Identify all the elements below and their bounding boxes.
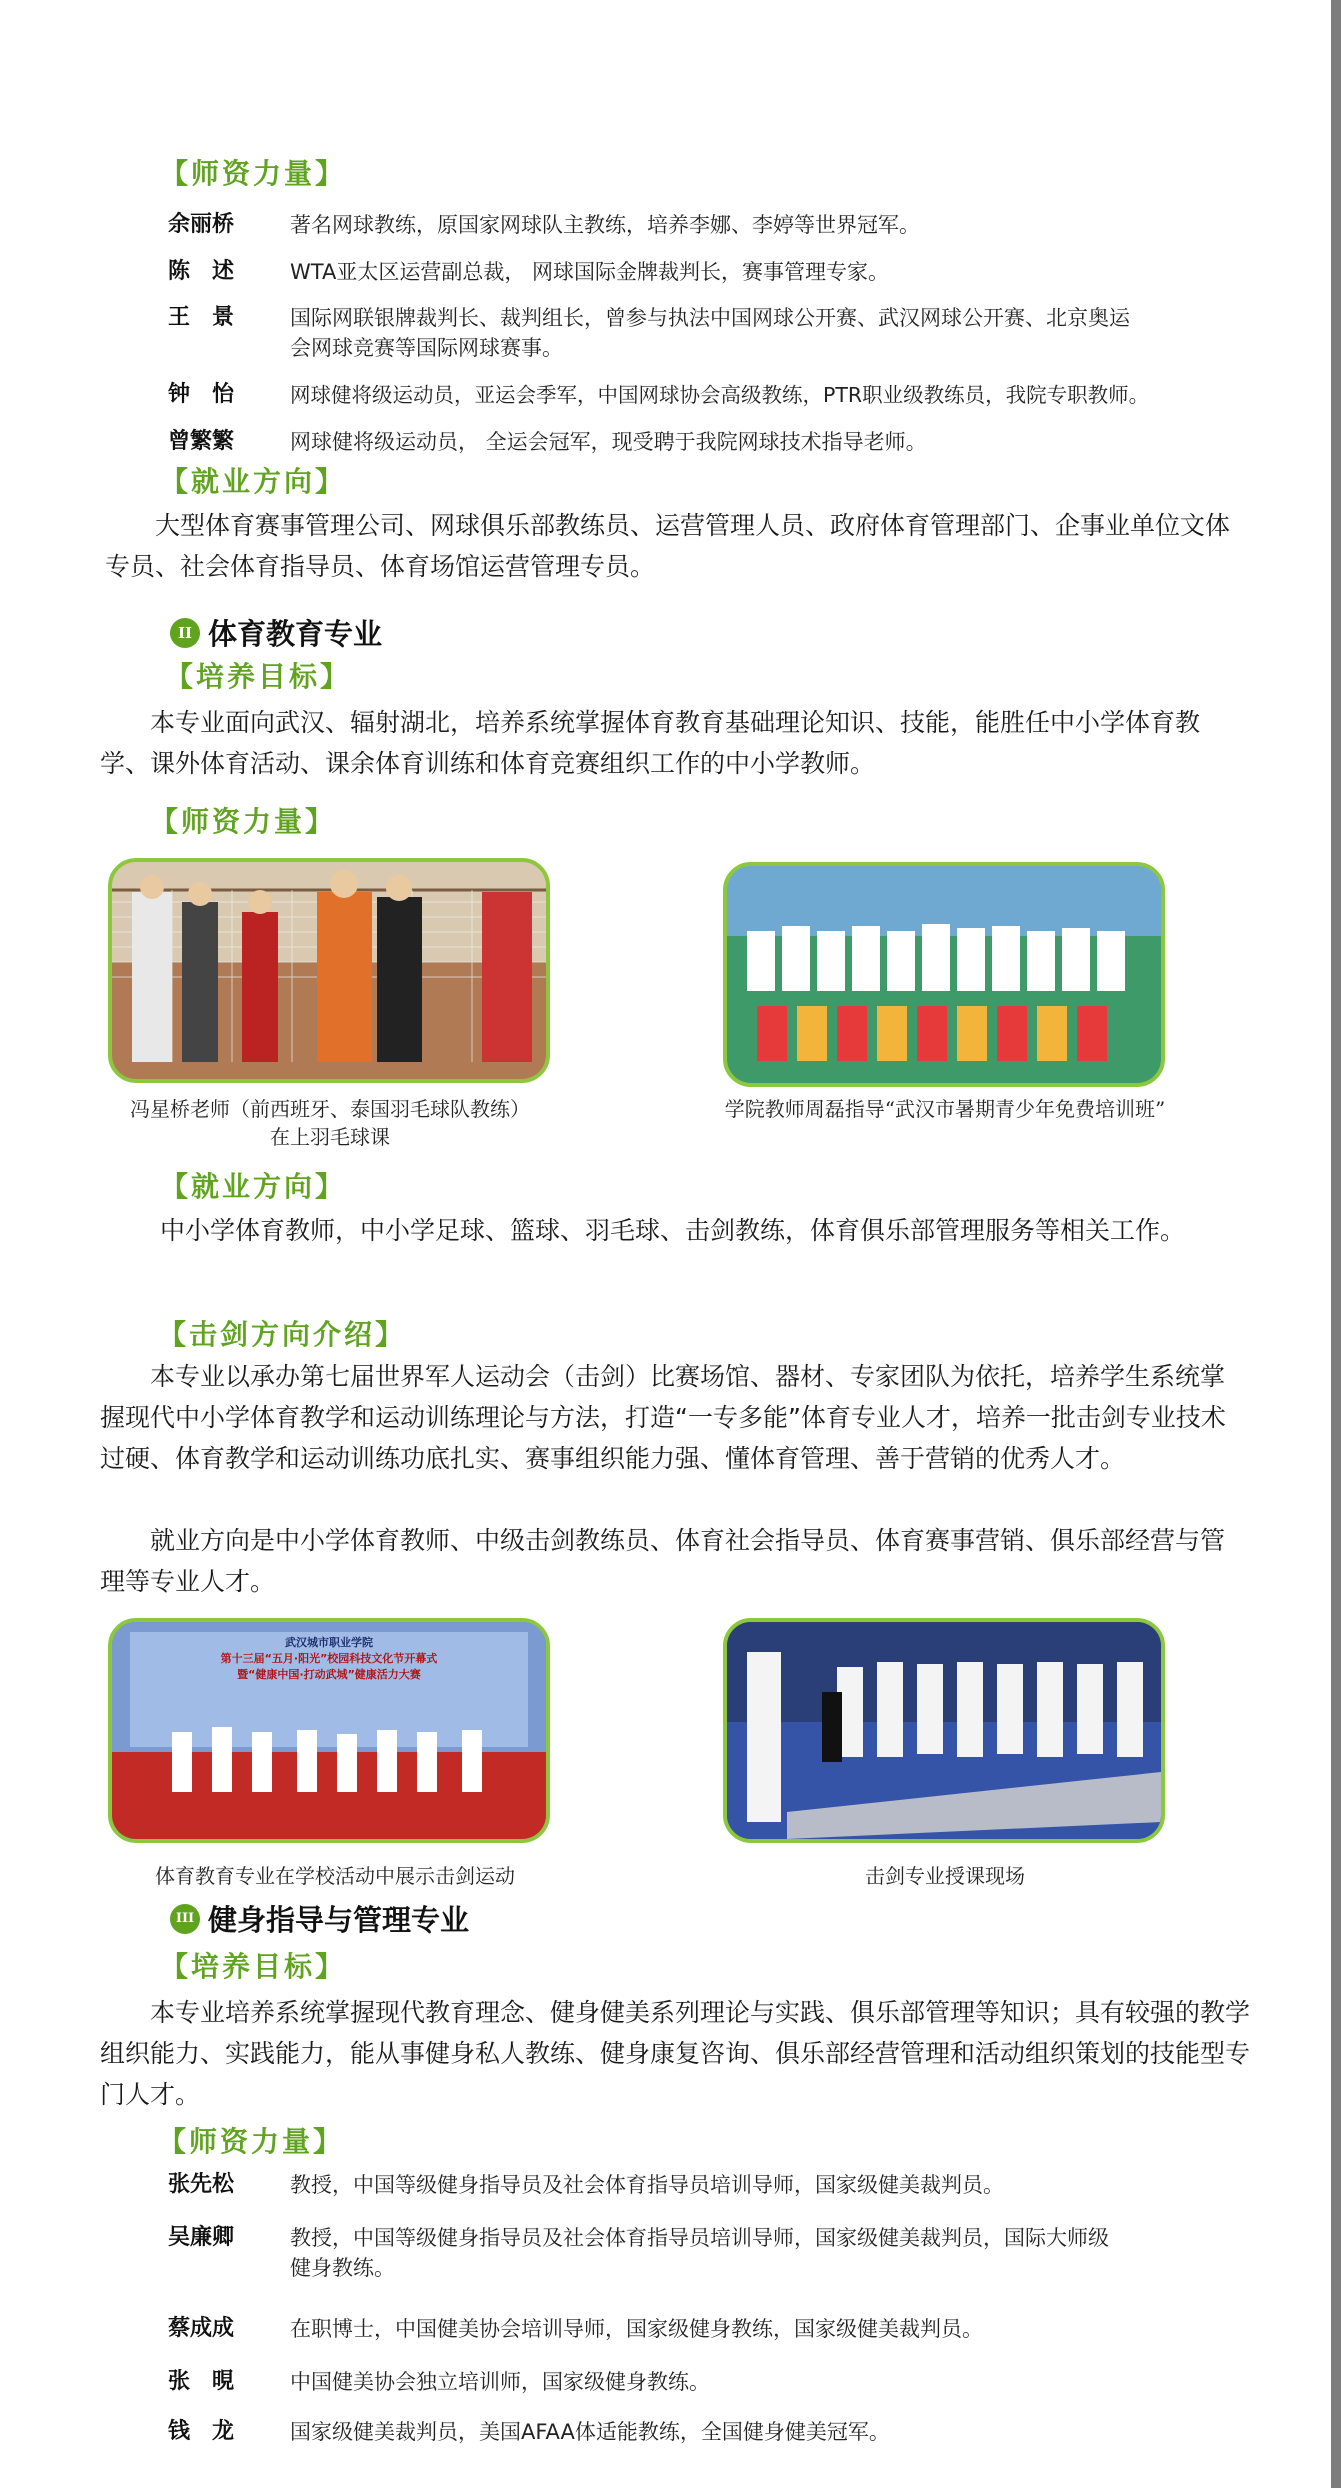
page-edge-bar	[1331, 0, 1341, 2488]
teacher-name: 吴廉卿	[168, 2225, 235, 2250]
teacher-name: 张 晛	[168, 2369, 235, 2394]
teacher-row	[168, 2314, 1341, 2344]
fencing-career-text: 就业方向是中小学体育教师、中级击剑教练员、体育社会指导员、体育赛事营销、俱乐部经营与管理等专业人才。	[100, 1526, 1226, 1596]
teacher-name: 钱 龙	[168, 2419, 235, 2444]
teacher-desc: 中国健美协会独立培训师，国家级健身教练。	[290, 2370, 710, 2394]
teacher-name: 曾繁繁	[168, 429, 235, 454]
teacher-name: 王 景	[168, 305, 235, 330]
banner-line: 第十三届“五月·阳光”校园科技文化节开幕式	[220, 1652, 438, 1665]
fencing-demo-photo	[108, 1618, 550, 1843]
career-text: 大型体育赛事管理公司、网球俱乐部教练员、运营管理人员、政府体育管理部门、企事业单位文体专员、社会体育指导员、体育场馆运营管理专员。	[105, 511, 1231, 581]
teacher-row	[168, 427, 1341, 457]
fencing-tag: 【击剑方向介绍】	[158, 1318, 407, 1351]
teacher-row	[168, 2170, 1341, 2200]
teachers-tag: 【师资力量】	[150, 805, 337, 838]
teacher-desc: 国家级健美裁判员，美国AFAA体适能教练，全国健身健美冠军。	[290, 2420, 890, 2444]
section-heading	[170, 1898, 469, 1939]
goal-tag: 【培养目标】	[165, 660, 352, 693]
photo-caption	[90, 1862, 580, 1890]
teacher-name: 钟 怡	[168, 382, 235, 407]
teachers-tag: 【师资力量】	[158, 2125, 345, 2158]
caption-text: 体育教育专业在学校活动中展示击剑运动	[155, 1864, 515, 1888]
stage-banner	[112, 1634, 546, 1682]
teacher-name: 余丽桥	[168, 212, 235, 237]
teacher-name: 张先松	[168, 2172, 235, 2197]
goal-text: 本专业培养系统掌握现代教育理念、健身健美系列理论与实践、俱乐部管理等知识；具有较强的教学组织能力、实践能力，能从事健身私人教练、健身康复咨询、俱乐部经营管理和活动组织策划的技能型专门人才。	[100, 1998, 1251, 2109]
goal-text: 本专业面向武汉、辐射湖北，培养系统掌握体育教育基础理论知识、技能，能胜任中小学体育教学、课外体育活动、课余体育训练和体育竞赛组织工作的中小学教师。	[100, 708, 1201, 778]
section-title: 体育教育专业	[208, 617, 383, 651]
teacher-desc: 网球健将级运动员，亚运会季军，中国网球协会高级教练，PTR职业级教练员，我院专职教师。	[290, 383, 1150, 407]
teacher-desc: 著名网球教练，原国家网球队主教练，培养李娜、李婷等世界冠军。	[290, 213, 920, 237]
photo-caption	[85, 1095, 575, 1151]
teachers-tag: 【师资力量】	[160, 157, 347, 190]
career-text: 中小学体育教师，中小学足球、篮球、羽毛球、击剑教练，体育俱乐部管理服务等相关工作。	[160, 1216, 1186, 1245]
section-title: 健身指导与管理专业	[208, 1903, 470, 1937]
photo-caption	[845, 1862, 1045, 1890]
teacher-name: 陈 述	[168, 259, 235, 284]
caption-text: 学院教师周磊指导“武汉市暑期青少年免费培训班”	[724, 1097, 1166, 1121]
teacher-row	[168, 303, 1130, 363]
banner-line: 暨“健康中国·打动武城”健康活力大赛	[237, 1668, 421, 1681]
caption-text: 冯星桥老师（前西班牙、泰国羽毛球队教练） 在上羽毛球课	[130, 1097, 530, 1149]
goal-tag: 【培养目标】	[160, 1950, 347, 1983]
career-tag: 【就业方向】	[160, 465, 347, 498]
career-tag: 【就业方向】	[160, 1170, 347, 1203]
section-heading	[170, 612, 382, 653]
banner-line: 武汉城市职业学院	[285, 1636, 373, 1649]
teacher-desc: WTA亚太区运营副总裁， 网球国际金牌裁判长，赛事管理专家。	[290, 260, 890, 284]
badminton-class-photo	[108, 858, 550, 1083]
teacher-row	[168, 380, 1341, 410]
caption-text: 击剑专业授课现场	[865, 1864, 1025, 1888]
fencing-intro-text: 本专业以承办第七届世界军人运动会（击剑）比赛场馆、器材、专家团队为依托，培养学生系统掌握现代中小学体育教学和运动训练理论与方法，打造“一专多能”体育专业人才，培养一批击剑专业技术过硬、体育教学和运动训练功底扎实、赛事组织能力强、懂体育管理、善于营销的优秀人才。	[100, 1362, 1226, 1473]
youth-training-photo	[723, 862, 1165, 1087]
teacher-desc: 网球健将级运动员， 全运会冠军，现受聘于我院网球技术指导老师。	[290, 430, 927, 454]
teacher-name: 蔡成成	[168, 2316, 235, 2341]
teacher-row	[168, 2367, 1341, 2397]
teacher-desc: 在职博士，中国健美协会培训导师，国家级健身教练，国家级健美裁判员。	[290, 2317, 983, 2341]
roman-numeral-icon: II	[170, 618, 200, 648]
photo-caption	[645, 1095, 1245, 1123]
roman-numeral-icon: III	[170, 1904, 200, 1934]
teacher-desc: 国际网联银牌裁判长、裁判组长，曾参与执法中国网球公开赛、武汉网球公开赛、北京奥运会网球竞赛等国际网球赛事。	[290, 306, 1130, 360]
teacher-desc: 教授，中国等级健身指导员及社会体育指导员培训导师，国家级健美裁判员。	[290, 2173, 1004, 2197]
fencing-class-photo	[723, 1618, 1165, 1843]
teacher-row	[168, 210, 1341, 240]
teacher-row	[168, 2417, 1341, 2447]
teacher-row	[168, 2223, 1110, 2283]
teacher-desc: 教授，中国等级健身指导员及社会体育指导员培训导师，国家级健美裁判员，国际大师级健身教练。	[290, 2226, 1109, 2280]
teacher-row	[168, 257, 1341, 287]
